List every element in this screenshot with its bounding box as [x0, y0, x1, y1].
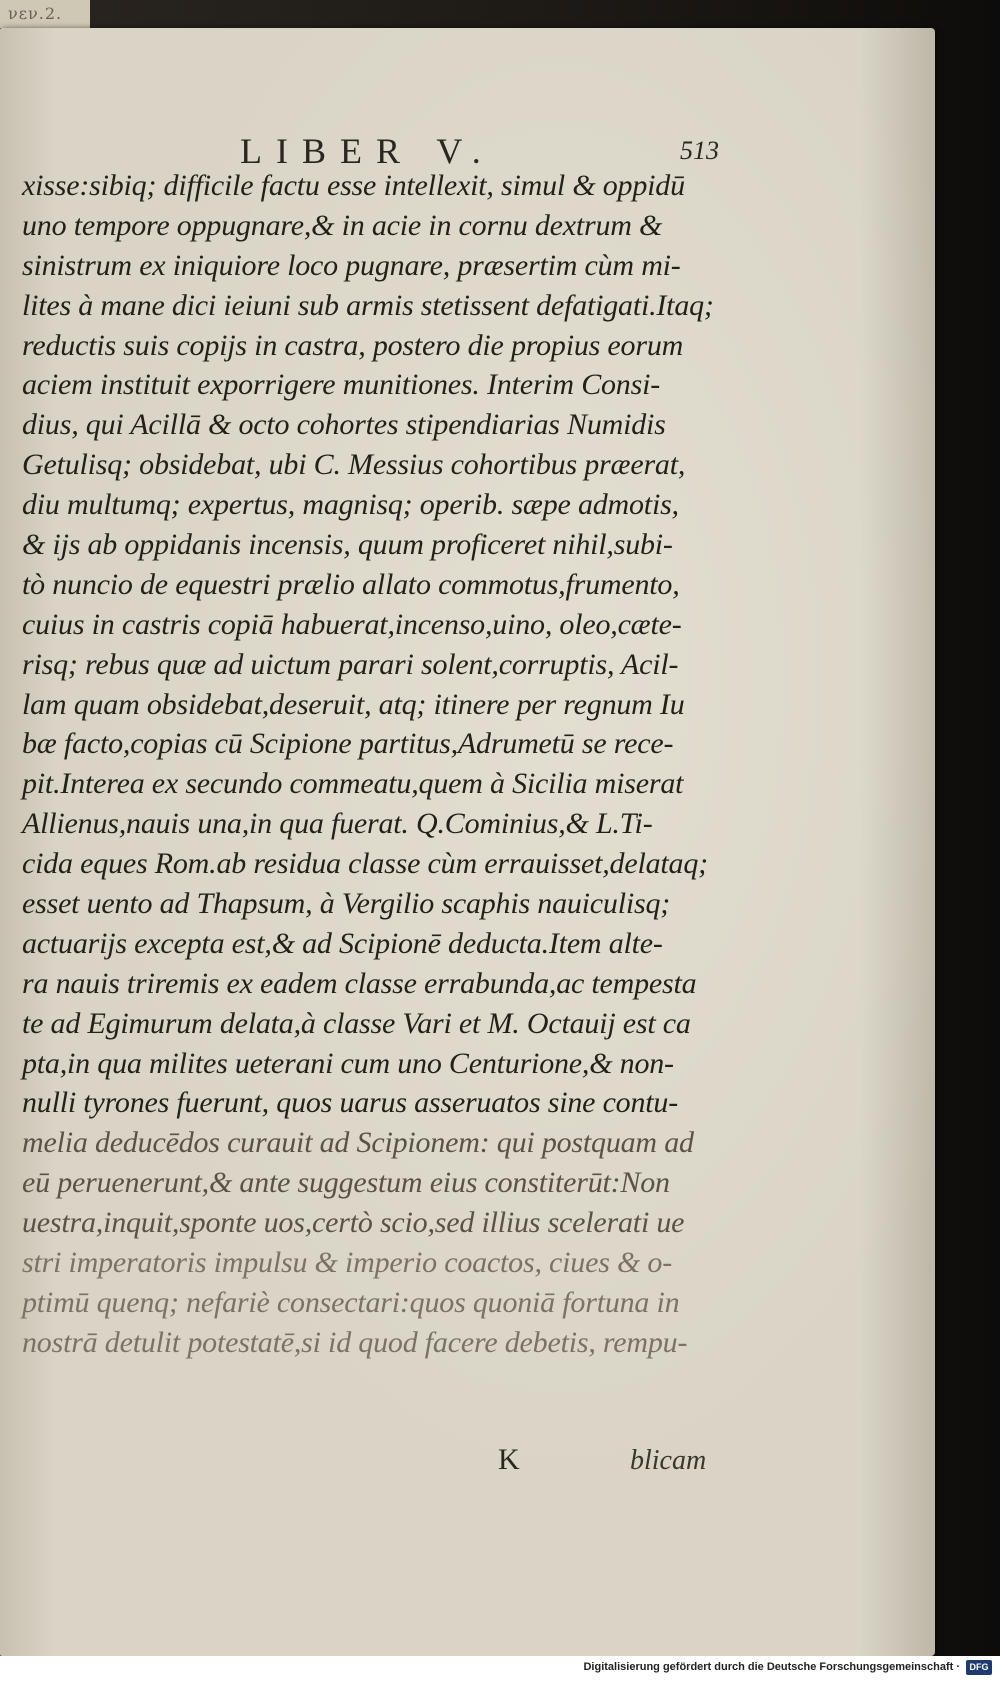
text-line: ptimū quenq; nefariè consectari:quos quoniā fortuna in: [22, 1285, 680, 1319]
dfg-logo-icon: DFG: [966, 1660, 992, 1675]
text-line: Getulisq; obsidebat, ubi C. Messius cohortibus præerat,: [22, 448, 686, 482]
catchword: blicam: [630, 1445, 707, 1476]
text-line: sinistrum ex iniquiore loco pugnare, præsertim cùm mi-: [22, 248, 681, 282]
text-line: Allienus,nauis una,in qua fuerat. Q.Cominius,& L.Ti-: [22, 807, 653, 841]
text-line: actuarijs excepta est,& ad Scipionē deducta.Item alte-: [22, 926, 663, 960]
text-line: ra nauis triremis ex eadem classe errabunda,ac tempesta: [22, 966, 697, 1000]
running-head: LIBER V.: [240, 131, 495, 171]
text-line: cida eques Rom.ab residua classe cùm errauisset,delataq;: [22, 847, 708, 881]
text-line: pit.Interea ex secundo commeatu,quem à Sicilia miserat: [22, 767, 684, 801]
page-footer: [0, 1443, 935, 1483]
text-line: risq; rebus quæ ad uictum parari solent,corruptis, Acil-: [22, 647, 679, 681]
text-line: nostrā detulit potestatē,si id quod facere debetis, rempu-: [22, 1325, 688, 1359]
text-line: cuius in castris copiā habuerat,incenso,uino, oleo,cæte-: [22, 607, 682, 641]
text-line: te ad Egimurum delata,à classe Vari et M. Octauij est ca: [22, 1006, 691, 1040]
text-line: bæ facto,copias cū Scipione partitus,Adrumetū se rece-: [22, 727, 674, 761]
page-header: [0, 130, 935, 170]
text-line: aciem instituit exporrigere munitiones. Interim Consi-: [22, 368, 661, 402]
book-page: [0, 28, 935, 1656]
text-line: melia deducēdos curauit ad Scipionem: qui postquam ad: [22, 1126, 694, 1160]
text-line: uno tempore oppugnare,& in acie in cornu dextrum &: [22, 208, 663, 242]
adjacent-page-strip: [0, 0, 90, 28]
text-line: esset uento ad Thapsum, à Vergilio scaphis nauiculisq;: [22, 887, 671, 921]
text-line: lam quam obsidebat,deseruit, atq; itinere per regnum Iu: [22, 687, 685, 721]
text-line: xisse:sibiq; difficile factu esse intellexit, simul & oppidū: [22, 169, 685, 202]
text-line: diu multumq; expertus, magnisq; operib. sæpe admotis,: [22, 488, 679, 522]
digitization-credit: Digitalisierung gefördert durch die Deutsche Forschungsgemeinschaft ·: [583, 1661, 960, 1673]
credit-bar: [0, 1656, 1000, 1681]
text-line: & ijs ab oppidanis incensis, quum proficeret nihil,subi-: [22, 528, 673, 562]
signature-mark: K: [498, 1443, 520, 1476]
body-text: [22, 166, 742, 1363]
text-line: stri imperatoris impulsu & imperio coactos, ciues & o-: [22, 1246, 673, 1280]
text-line: lites à mane dici ieiuni sub armis stetissent defatigati.Itaq;: [22, 288, 714, 322]
text-line: eū peruenerunt,& ante suggestum eius constiterūt:Non: [22, 1166, 670, 1200]
text-line: tò nuncio de equestri prælio allato commotus,frumento,: [22, 567, 680, 601]
text-line: dius, qui Acillā & octo cohortes stipendiarias Numidis: [22, 408, 666, 442]
adjacent-page-text: νεν.2.: [8, 4, 63, 23]
page-number: 513: [680, 136, 719, 165]
text-line: reductis suis copijs in castra, postero die propius eorum: [22, 328, 684, 362]
text-line: uestra,inquit,sponte uos,certò scio,sed illius scelerati ue: [22, 1206, 685, 1240]
text-line: nulli tyrones fuerunt, quos uarus asseruatos sine contu-: [22, 1086, 679, 1120]
text-line: pta,in qua milites ueterani cum uno Centurione,& non-: [22, 1046, 674, 1080]
